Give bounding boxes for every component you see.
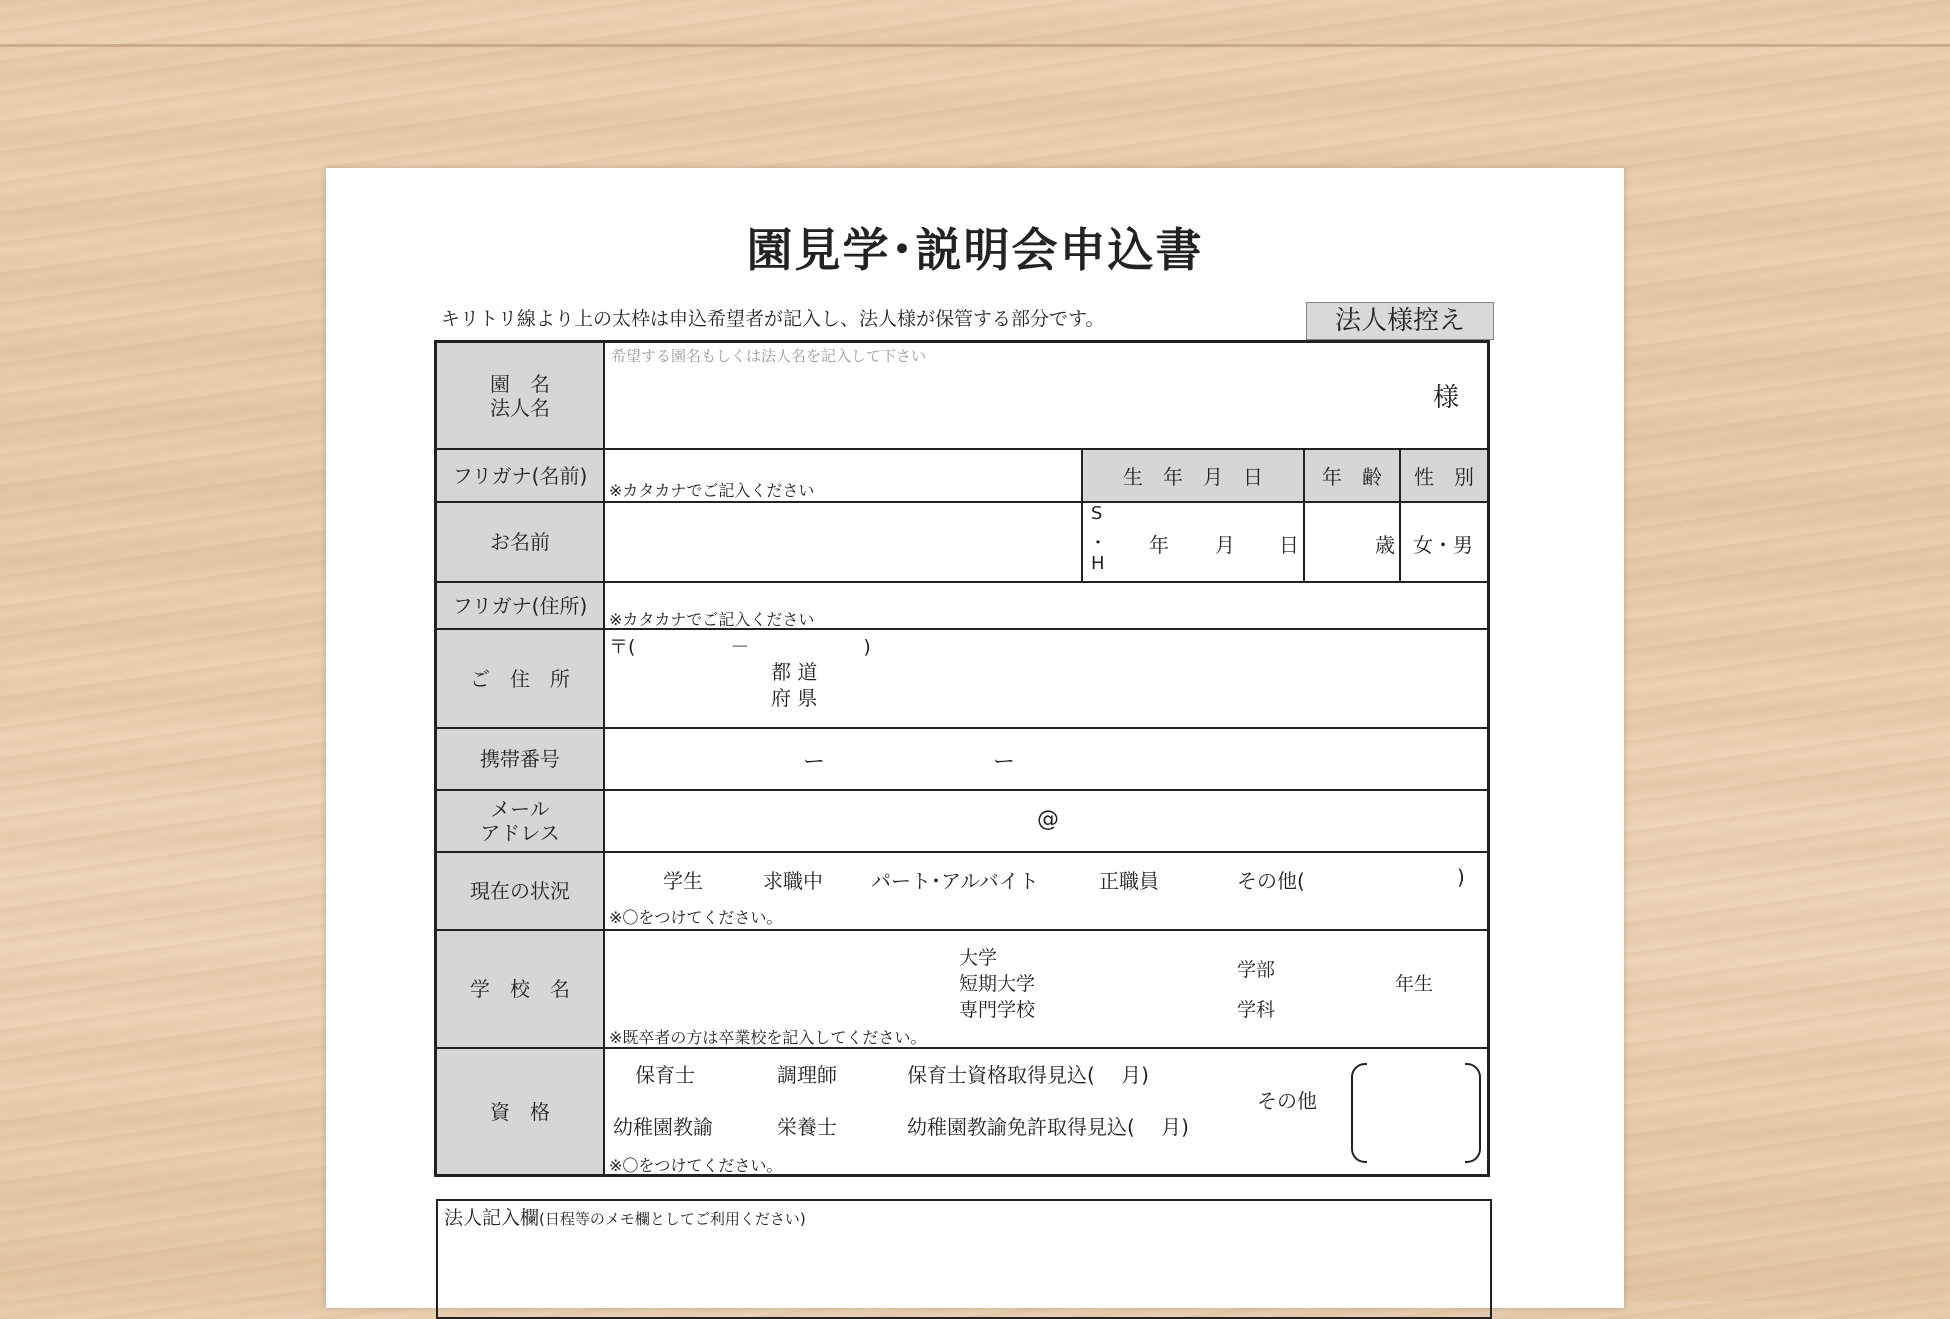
email-at: @ bbox=[1037, 807, 1059, 832]
label-phone: 携帯番号 bbox=[437, 729, 605, 789]
row-qualification bbox=[437, 1049, 1487, 1174]
era-h: H bbox=[1091, 553, 1105, 574]
label-school-name: 学 校 名 bbox=[437, 931, 605, 1047]
label-furigana-name: フリガナ(名前) bbox=[437, 450, 605, 501]
name-input[interactable] bbox=[605, 503, 1081, 581]
qual-other-bracket-left bbox=[1351, 1063, 1367, 1163]
prefecture-line-1: 都 道 bbox=[771, 660, 818, 684]
row-school bbox=[437, 343, 1487, 450]
school-grade: 年生 bbox=[1395, 973, 1434, 995]
age-field[interactable] bbox=[1303, 503, 1399, 581]
status-field bbox=[605, 853, 1485, 929]
school-name-note: ※既卒者の方は卒業校を記入してください。 bbox=[609, 1028, 927, 1047]
intro-text: キリトリ線より上の太枠は申込希望者が記入し、法人様が保管する部分です。 bbox=[441, 308, 1105, 330]
school-faculty: 学部 bbox=[1237, 959, 1276, 981]
qual-childcare-expected[interactable]: 保育士資格取得見込( 月) bbox=[907, 1063, 1149, 1087]
status-option-part-time[interactable]: パート･アルバイト bbox=[871, 869, 1039, 893]
label-status: 現在の状況 bbox=[437, 853, 605, 929]
age-header: 年 齢 bbox=[1303, 450, 1399, 501]
school-department: 学科 bbox=[1237, 999, 1276, 1021]
row-phone bbox=[437, 729, 1487, 791]
row-furigana-name bbox=[437, 450, 1487, 503]
dob-field[interactable] bbox=[1081, 503, 1303, 581]
dob-day: 日 bbox=[1279, 533, 1299, 557]
furigana-address-input[interactable] bbox=[605, 583, 1485, 628]
status-note: ※〇をつけてください。 bbox=[609, 908, 783, 927]
row-school-name bbox=[437, 931, 1487, 1049]
dob-year: 年 bbox=[1149, 533, 1169, 557]
qualification-note: ※〇をつけてください。 bbox=[609, 1156, 783, 1175]
postal-code: 〒( － ) bbox=[609, 636, 871, 658]
row-name bbox=[437, 503, 1487, 583]
qual-other-label: その他 bbox=[1257, 1089, 1317, 1113]
application-table bbox=[434, 340, 1490, 1177]
row-status bbox=[437, 853, 1487, 931]
status-option-full-time[interactable]: 正職員 bbox=[1099, 869, 1159, 893]
school-type-vocational: 専門学校 bbox=[959, 999, 1036, 1021]
furigana-name-input[interactable] bbox=[605, 450, 1081, 501]
era-dot: ・ bbox=[1089, 533, 1107, 554]
dob-month: 月 bbox=[1215, 533, 1235, 557]
furigana-address-note: ※カタカナでご記入ください bbox=[609, 610, 815, 629]
era-s: S bbox=[1091, 503, 1103, 524]
prefecture-line-2: 府 県 bbox=[771, 686, 818, 710]
gender-field[interactable] bbox=[1399, 503, 1487, 581]
school-type-university: 大学 bbox=[959, 947, 998, 969]
status-option-other[interactable]: その他( bbox=[1237, 869, 1305, 893]
status-option-student[interactable]: 学生 bbox=[663, 869, 703, 893]
qual-childcare-worker[interactable]: 保育士 bbox=[635, 1063, 695, 1087]
dob-header: 生 年 月 日 bbox=[1081, 450, 1303, 501]
label-school: 園 名 法人名 bbox=[437, 343, 605, 448]
qual-cook[interactable]: 調理師 bbox=[777, 1063, 837, 1087]
memo-box[interactable] bbox=[436, 1199, 1492, 1319]
age-unit: 歳 bbox=[1375, 533, 1395, 557]
qual-other-bracket-right bbox=[1465, 1063, 1481, 1163]
qual-nutritionist[interactable]: 栄養士 bbox=[777, 1115, 837, 1139]
school-input[interactable] bbox=[605, 343, 1485, 448]
phone-dash-1: ー bbox=[803, 750, 826, 775]
furigana-name-note: ※カタカナでご記入ください bbox=[609, 481, 815, 500]
phone-input[interactable] bbox=[605, 729, 1485, 789]
gender-options: 女・男 bbox=[1413, 533, 1473, 557]
status-other-close: ) bbox=[1457, 865, 1465, 889]
row-furigana-address bbox=[437, 583, 1487, 630]
status-option-job-seeking[interactable]: 求職中 bbox=[763, 869, 823, 893]
email-input[interactable] bbox=[605, 791, 1485, 851]
qualification-field bbox=[605, 1049, 1485, 1174]
row-email bbox=[437, 791, 1487, 853]
qual-kindergarten-expected[interactable]: 幼稚園教諭免許取得見込( 月) bbox=[907, 1115, 1189, 1139]
application-form-sheet bbox=[326, 168, 1624, 1308]
label-address: ご 住 所 bbox=[437, 630, 605, 727]
school-hint: 希望する園名もしくは法人名を記入して下さい bbox=[611, 347, 927, 365]
copy-tag: 法人様控え bbox=[1306, 302, 1494, 340]
gender-header: 性 別 bbox=[1399, 450, 1487, 501]
address-input[interactable] bbox=[605, 630, 1485, 727]
school-name-input[interactable] bbox=[605, 931, 1485, 1047]
label-email: メール アドレス bbox=[437, 791, 605, 851]
memo-label: 法人記入欄(日程等のメモ欄としてご利用ください) bbox=[444, 1207, 806, 1229]
memo-sub: (日程等のメモ欄としてご利用ください) bbox=[539, 1210, 806, 1228]
school-type-junior-college: 短期大学 bbox=[959, 973, 1036, 995]
phone-dash-2: ー bbox=[993, 750, 1016, 775]
label-name: お名前 bbox=[437, 503, 605, 581]
row-address bbox=[437, 630, 1487, 729]
school-suffix: 様 bbox=[1433, 383, 1460, 413]
form-title: 園見学･説明会申込書 bbox=[746, 223, 1204, 277]
label-qualification: 資 格 bbox=[437, 1049, 605, 1174]
label-furigana-address: フリガナ(住所) bbox=[437, 583, 605, 628]
qual-kindergarten-teacher[interactable]: 幼稚園教諭 bbox=[613, 1115, 713, 1139]
